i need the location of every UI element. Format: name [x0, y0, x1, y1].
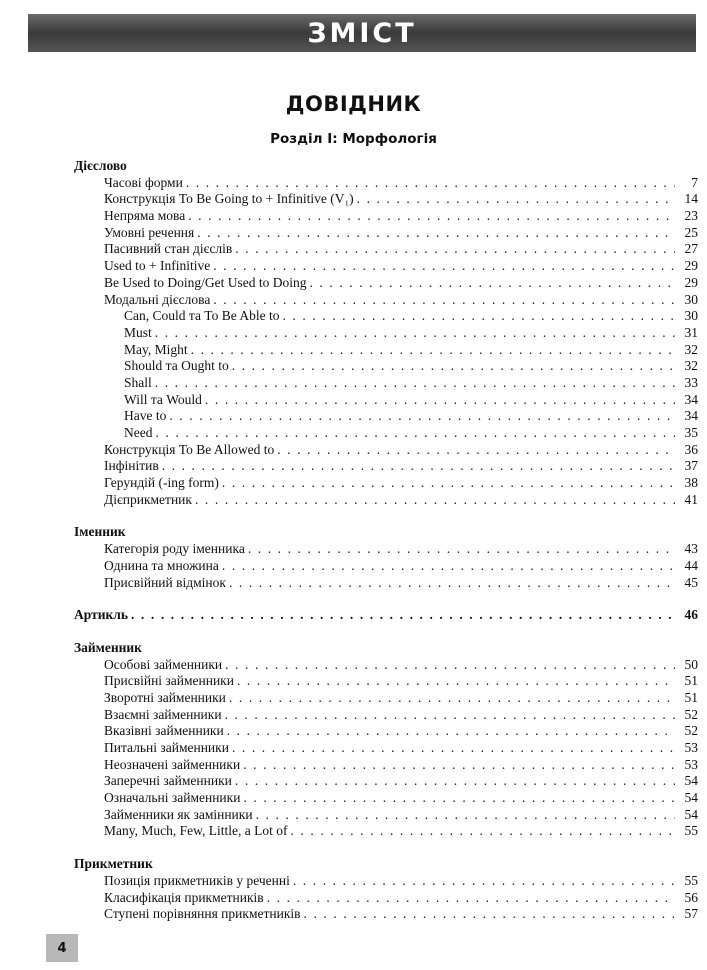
- toc-entry-page: 55: [684, 823, 698, 839]
- toc-entry-page: 30: [684, 308, 698, 324]
- toc-entry[interactable]: [74, 258, 698, 275]
- toc-entry-label: Категорія роду іменника: [104, 541, 245, 557]
- dot-leader: [243, 790, 675, 807]
- toc-group: [74, 856, 698, 923]
- dot-leader: [282, 308, 675, 325]
- toc-group: [74, 158, 698, 508]
- dot-leader: [131, 607, 675, 624]
- dot-leader: [169, 408, 675, 425]
- toc-group-heading: Дієслово: [74, 158, 127, 173]
- dot-leader: [277, 442, 675, 459]
- toc-entry[interactable]: [74, 673, 698, 690]
- toc-entry-label: Зворотні займенники: [104, 689, 226, 705]
- toc-entry[interactable]: [74, 873, 698, 890]
- toc-entry[interactable]: [74, 541, 698, 558]
- toc-entry[interactable]: [74, 325, 698, 342]
- toc-entry[interactable]: [74, 375, 698, 392]
- dot-leader: [213, 258, 675, 275]
- toc-entry-page: 51: [684, 689, 698, 705]
- toc-entry[interactable]: [74, 475, 698, 492]
- toc-entry[interactable]: [74, 740, 698, 757]
- toc-entry-page: 27: [684, 241, 698, 257]
- dot-leader: [293, 873, 675, 890]
- toc-entry-label: May, Might: [124, 341, 188, 357]
- toc-entry-label: Інфінітив: [104, 458, 159, 474]
- toc-entry-label: Конструкція To Be Going to + Infinitive (V₁): [104, 191, 354, 207]
- toc-entry-label: Be Used to Doing/Get Used to Doing: [104, 274, 307, 290]
- section-title: Розділ І: Морфологія: [270, 131, 437, 147]
- toc-entry-label: Дієприкметник: [104, 491, 192, 507]
- toc-entry-page: 30: [684, 291, 698, 307]
- page-number: 4: [46, 934, 78, 962]
- toc-entry-label: Умовні речення: [104, 224, 195, 240]
- toc-entry-label: Артикль: [74, 607, 128, 623]
- toc-entry-label: Ступені порівняння прикметників: [104, 906, 301, 922]
- toc-entry-label: Конструкція To Be Allowed to: [104, 441, 275, 457]
- toc-entry-label: Класифікація прикметників: [104, 889, 264, 905]
- toc-entry-label: Will та Would: [124, 391, 202, 407]
- dot-leader: [229, 690, 675, 707]
- dot-leader: [205, 392, 675, 409]
- toc-entry-page: 38: [684, 475, 698, 491]
- toc-entry-page: 36: [684, 441, 698, 457]
- toc-entry-label: Взаємні займенники: [104, 706, 222, 722]
- toc-entry-page: 46: [684, 607, 698, 623]
- toc-entry-page: 55: [684, 872, 698, 888]
- toc-entry[interactable]: [74, 275, 698, 292]
- toc-entry-page: 52: [684, 723, 698, 739]
- toc-entry-label: Модальні дієслова: [104, 291, 211, 307]
- toc-entry[interactable]: [74, 442, 698, 459]
- toc-entry[interactable]: [74, 225, 698, 242]
- contents-banner: [28, 14, 696, 52]
- toc-entry[interactable]: [74, 308, 698, 325]
- toc-entry[interactable]: [74, 558, 698, 575]
- toc-entry[interactable]: [74, 773, 698, 790]
- dot-leader: [227, 723, 675, 740]
- toc-entry-page: 7: [691, 174, 698, 190]
- toc-entry-page: 35: [684, 425, 698, 440]
- dot-leader: [235, 241, 675, 258]
- toc-group-heading: Прикметник: [74, 856, 153, 872]
- toc-entry-page: 50: [684, 656, 698, 672]
- toc-entry-page: 14: [684, 191, 698, 207]
- toc-entry[interactable]: [74, 492, 698, 509]
- toc-entry-page: 44: [684, 557, 698, 573]
- toc-entry[interactable]: [74, 241, 698, 258]
- toc-entry-label: Непряма мова: [104, 208, 186, 224]
- toc-entry-label: Займенники як замінники: [104, 806, 253, 822]
- dot-leader: [256, 807, 675, 824]
- toc-entry-page: 51: [684, 673, 698, 689]
- toc-entry-label: Used to + Infinitive: [104, 258, 211, 274]
- toc-entry[interactable]: [74, 175, 698, 192]
- dot-leader: [197, 225, 675, 242]
- toc-group: [74, 607, 698, 624]
- dot-leader: [225, 657, 675, 674]
- toc-entry-page: 34: [684, 408, 698, 424]
- dot-leader: [309, 275, 675, 292]
- toc-entry-label: Must: [124, 324, 152, 340]
- dot-leader: [162, 458, 675, 475]
- toc-group-heading: Іменник: [74, 524, 126, 540]
- toc-entry[interactable]: [74, 890, 698, 907]
- toc-entry-page: 54: [684, 773, 698, 789]
- dot-leader: [222, 558, 675, 575]
- reference-title: ДОВІДНИК: [285, 92, 422, 116]
- dot-leader: [213, 292, 675, 309]
- toc-group-heading: Займенник: [74, 639, 142, 655]
- dot-leader: [290, 823, 675, 840]
- toc-group: [74, 640, 698, 840]
- dot-leader: [186, 175, 675, 192]
- dot-leader: [191, 342, 675, 359]
- dot-leader: [304, 906, 675, 923]
- toc-entry-label: Присвійні займенники: [104, 673, 234, 689]
- dot-leader: [229, 575, 675, 592]
- toc-entry[interactable]: [74, 191, 698, 208]
- toc-entry-page: 29: [684, 258, 698, 274]
- toc-entry[interactable]: [74, 807, 698, 824]
- dot-leader: [195, 492, 675, 509]
- toc-entry-label: Часові форми: [104, 174, 183, 190]
- toc-entry[interactable]: [74, 823, 698, 840]
- toc-entry[interactable]: [74, 690, 698, 707]
- dot-leader: [222, 475, 675, 492]
- toc-entry-label: Have to: [124, 408, 167, 424]
- dot-leader: [155, 425, 675, 442]
- toc-entry[interactable]: [74, 607, 698, 624]
- toc-entry-label: Вказівні займенники: [104, 723, 224, 739]
- toc-entry[interactable]: [74, 906, 698, 923]
- dot-leader: [232, 740, 675, 757]
- toc-entry[interactable]: [74, 392, 698, 409]
- toc-entry[interactable]: [74, 757, 698, 774]
- toc-entry-label: Many, Much, Few, Little, a Lot of: [104, 823, 288, 839]
- toc-entry-page: 43: [684, 541, 698, 557]
- toc-entry[interactable]: [74, 208, 698, 225]
- toc-entry-page: 34: [684, 391, 698, 407]
- dot-leader: [155, 375, 675, 392]
- toc-entry[interactable]: [74, 408, 698, 425]
- toc-entry-page: 53: [684, 740, 698, 755]
- toc-entry-label: Герундій (-ing form): [104, 475, 219, 491]
- toc-entry-label: Заперечні займенники: [104, 773, 232, 789]
- toc-entry-label: Can, Could та To Be Able to: [124, 308, 280, 324]
- toc-entry-page: 31: [684, 324, 698, 340]
- toc-entry-page: 45: [684, 574, 698, 590]
- toc-entry-page: 33: [684, 374, 698, 390]
- dot-leader: [155, 325, 675, 342]
- toc-entry-page: 32: [684, 341, 698, 357]
- toc-entry[interactable]: [74, 425, 698, 442]
- toc-entry[interactable]: [74, 723, 698, 740]
- toc-entry[interactable]: [74, 342, 698, 359]
- toc-entry[interactable]: [74, 790, 698, 807]
- dot-leader: [232, 358, 675, 375]
- dot-leader: [237, 673, 675, 690]
- toc-entry-page: 37: [684, 458, 698, 474]
- toc-entry[interactable]: [74, 657, 698, 674]
- toc-entry-label: Неозначені займенники: [104, 756, 241, 772]
- toc-entry[interactable]: [74, 707, 698, 724]
- toc-entry-page: 56: [684, 889, 698, 905]
- dot-leader: [188, 208, 675, 225]
- toc-entry[interactable]: [74, 358, 698, 375]
- toc-entry-page: 23: [684, 208, 698, 224]
- dot-leader: [243, 757, 675, 774]
- dot-leader: [235, 773, 675, 790]
- toc-entry-label: Need: [124, 425, 153, 440]
- dot-leader: [225, 707, 675, 724]
- toc-group: [74, 524, 698, 591]
- toc-entry-label: Присвійний відмінок: [104, 574, 226, 590]
- toc-entry[interactable]: [74, 292, 698, 309]
- table-of-contents: [74, 158, 698, 939]
- dot-leader: [357, 191, 675, 208]
- toc-entry-page: 32: [684, 358, 698, 374]
- toc-entry[interactable]: [74, 575, 698, 592]
- toc-entry-page: 52: [684, 706, 698, 722]
- toc-entry-label: Should та Ought to: [124, 358, 229, 374]
- toc-entry-page: 29: [684, 274, 698, 290]
- dot-leader: [267, 890, 675, 907]
- toc-entry-page: 54: [684, 790, 698, 806]
- toc-entry-label: Однина та множина: [104, 557, 219, 573]
- toc-entry-page: 25: [684, 224, 698, 240]
- toc-entry[interactable]: [74, 458, 698, 475]
- toc-entry-label: Позиція прикметників у реченні: [104, 872, 290, 888]
- toc-entry-label: Питальні займенники: [104, 740, 229, 755]
- toc-entry-page: 53: [684, 756, 698, 772]
- toc-entry-label: Особові займенники: [104, 656, 223, 672]
- toc-entry-label: Пасивний стан дієслів: [104, 241, 233, 257]
- dot-leader: [248, 541, 675, 558]
- toc-entry-label: Означальні займенники: [104, 790, 241, 806]
- toc-entry-page: 41: [684, 491, 698, 507]
- contents-title: ЗМІСТ: [307, 17, 417, 49]
- toc-entry-page: 57: [684, 906, 698, 922]
- toc-entry-label: Shall: [124, 374, 152, 390]
- toc-entry-page: 54: [684, 806, 698, 822]
